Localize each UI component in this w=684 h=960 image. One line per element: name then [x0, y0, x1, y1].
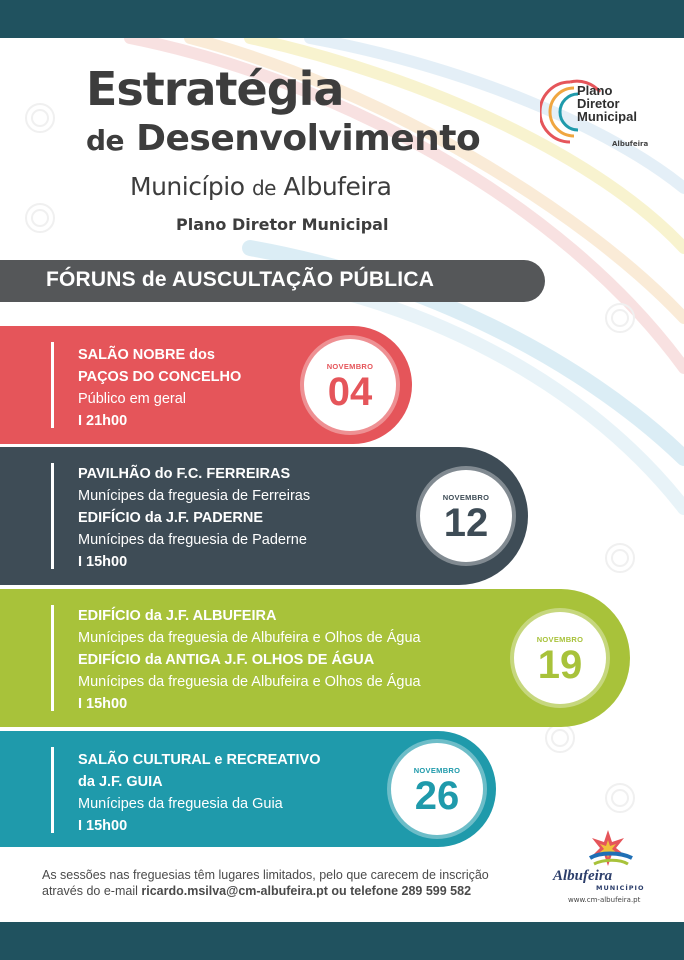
session-band-1-text — [78, 344, 241, 432]
albufeira-url: www.cm-albufeira.pt — [568, 896, 641, 904]
pdm-line-3: Municipal — [577, 109, 637, 124]
date-circle-3 — [514, 612, 606, 704]
session-4-line-4: I 15h00 — [78, 818, 128, 834]
session-band-4 — [0, 731, 496, 847]
session-2-line-5: I 15h00 — [78, 554, 128, 570]
top-bar — [0, 0, 684, 38]
pdm-line-2: Diretor — [577, 96, 620, 111]
session-band-3-text — [78, 605, 421, 715]
session-band-2-divider — [51, 463, 54, 569]
session-3-line-2: Munícipes da freguesia de Albufeira e Olhos de Água — [78, 630, 421, 646]
session-4-line-1: SALÃO CULTURAL e RECREATIVO — [78, 752, 321, 768]
session-2-line-1: PAVILHÃO do F.C. FERREIRAS — [78, 466, 291, 482]
title-line-2 — [86, 118, 480, 159]
date-2-month: NOVEMBRO — [442, 493, 490, 502]
title-line-1: Estratégia — [86, 62, 344, 116]
date-circle-4 — [391, 743, 483, 835]
date-4-day: 26 — [414, 774, 460, 818]
session-band-2 — [0, 447, 528, 585]
note-line-2-a: através do e-mail — [42, 884, 142, 898]
date-2-day: 12 — [443, 501, 489, 545]
session-2-line-3: EDIFÍCIO da J.F. PADERNE — [78, 510, 264, 526]
title-line-2-de: de — [86, 124, 125, 157]
date-circle-1 — [304, 339, 396, 431]
forum-banner-text: FÓRUNS de AUSCULTAÇÃO PÚBLICA — [46, 268, 435, 291]
session-band-3-divider — [51, 605, 54, 711]
session-4-line-2: da J.F. GUIA — [78, 774, 163, 790]
date-4-month: NOVEMBRO — [413, 766, 461, 775]
contact-info: ricardo.msilva@cm-albufeira.pt ou telefone 289 599 582 — [141, 884, 472, 898]
note-line-1: As sessões nas freguesias têm lugares limitados, pelo que carecem de inscrição — [42, 868, 489, 882]
session-1-line-1: SALÃO NOBRE dos — [78, 347, 215, 363]
session-2-line-4: Munícipes da freguesia de Paderne — [78, 532, 307, 548]
title-line-3-de: de — [251, 176, 276, 200]
session-3-line-1: EDIFÍCIO da J.F. ALBUFEIRA — [78, 608, 277, 624]
session-band-1-divider — [51, 342, 54, 428]
pdm-line-1: Plano — [577, 83, 613, 98]
session-band-4-divider — [51, 747, 54, 833]
session-band-1 — [0, 326, 412, 444]
session-3-line-4: Munícipes da freguesia de Albufeira e Olhos de Água — [78, 674, 421, 690]
date-1-month: NOVEMBRO — [326, 362, 374, 371]
registration-note — [42, 867, 489, 899]
date-circle-2 — [420, 470, 512, 562]
pdm-logo-text — [577, 84, 637, 123]
session-3-line-5: I 15h00 — [78, 696, 128, 712]
date-1-day: 04 — [327, 370, 373, 414]
note-line-2 — [42, 883, 489, 899]
session-2-line-2: Munícipes da freguesia de Ferreiras — [78, 488, 311, 504]
date-3-day: 19 — [537, 643, 583, 687]
session-band-2-text — [78, 463, 310, 573]
bottom-bar — [0, 922, 684, 960]
session-1-line-2: PAÇOS DO CONCELHO — [78, 369, 242, 385]
session-1-line-3: Público em geral — [78, 391, 186, 407]
title-line-3 — [130, 172, 391, 201]
title-line-2-main: Desenvolvimento — [136, 118, 481, 159]
pdm-logo-sub: Albufeira — [612, 140, 649, 148]
session-3-line-3: EDIFÍCIO da ANTIGA J.F. OLHOS DE ÁGUA — [78, 652, 375, 668]
subtitle: Plano Diretor Municipal — [176, 215, 389, 234]
albufeira-brand-sub: MUNICÍPIO — [596, 884, 645, 892]
session-4-line-3: Munícipes da freguesia da Guia — [78, 796, 283, 812]
title-line-3-a: Município — [130, 172, 245, 201]
title-line-3-b: Albufeira — [283, 172, 392, 201]
albufeira-brand-name: Albufeira — [553, 868, 613, 884]
session-band-3 — [0, 589, 630, 727]
date-3-month: NOVEMBRO — [536, 635, 584, 644]
session-band-4-text — [78, 749, 320, 837]
session-1-line-4: I 21h00 — [78, 413, 128, 429]
